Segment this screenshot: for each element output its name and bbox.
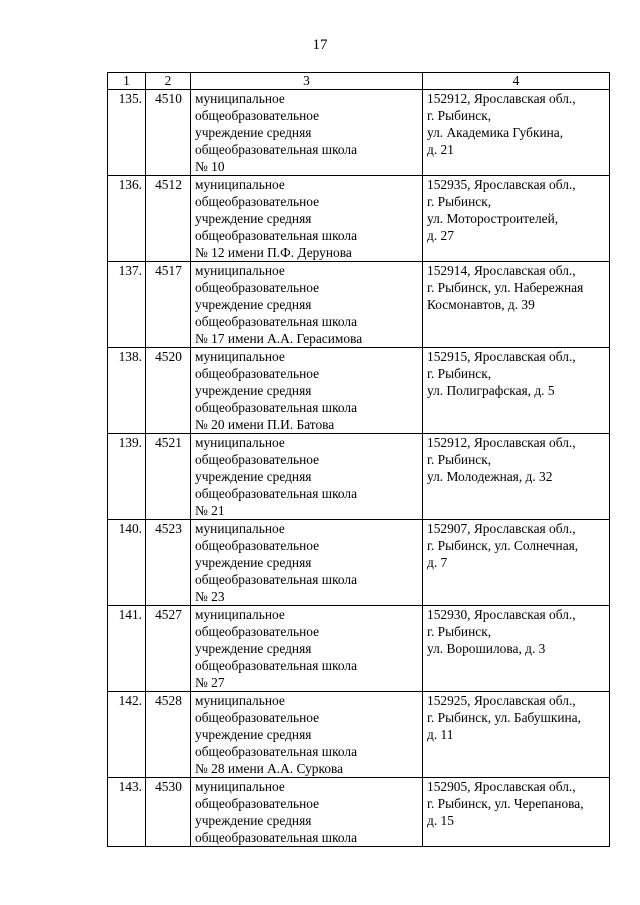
header-col-3: 3	[191, 73, 423, 90]
row-institution-name: муниципальное общеобразовательное учреждение средняя общеобразовательная школа № 23	[191, 520, 423, 606]
row-institution-name: муниципальное общеобразовательное учреждение средняя общеобразовательная школа № 21	[191, 434, 423, 520]
row-number: 141.	[108, 606, 146, 692]
row-code: 4530	[146, 778, 191, 847]
row-address: 152914, Ярославская обл., г. Рыбинск, ул. Набережная Космонавтов, д. 39	[423, 262, 610, 348]
row-address: 152912, Ярославская обл., г. Рыбинск, ул. Молодежная, д. 32	[423, 434, 610, 520]
table-row	[108, 262, 610, 348]
row-address: 152915, Ярославская обл., г. Рыбинск, ул. Полиграфская, д. 5	[423, 348, 610, 434]
row-code: 4523	[146, 520, 191, 606]
row-code: 4527	[146, 606, 191, 692]
row-institution-name: муниципальное общеобразовательное учреждение средняя общеобразовательная школа № 28 имени А.А. Суркова	[191, 692, 423, 778]
row-number: 135.	[108, 90, 146, 176]
schools-table	[107, 72, 610, 847]
table-row	[108, 692, 610, 778]
row-number: 137.	[108, 262, 146, 348]
table-row	[108, 606, 610, 692]
header-row	[108, 73, 610, 90]
row-institution-name: муниципальное общеобразовательное учреждение средняя общеобразовательная школа № 27	[191, 606, 423, 692]
row-institution-name: муниципальное общеобразовательное учреждение средняя общеобразовательная школа № 10	[191, 90, 423, 176]
row-code: 4521	[146, 434, 191, 520]
row-number: 140.	[108, 520, 146, 606]
row-address: 152930, Ярославская обл., г. Рыбинск, ул. Ворошилова, д. 3	[423, 606, 610, 692]
table-row	[108, 176, 610, 262]
header-col-1: 1	[108, 73, 146, 90]
row-code: 4520	[146, 348, 191, 434]
row-number: 142.	[108, 692, 146, 778]
row-institution-name: муниципальное общеобразовательное учреждение средняя общеобразовательная школа	[191, 778, 423, 847]
row-institution-name: муниципальное общеобразовательное учреждение средняя общеобразовательная школа № 20 имени П.И. Батова	[191, 348, 423, 434]
row-institution-name: муниципальное общеобразовательное учреждение средняя общеобразовательная школа № 17 имени А.А. Герасимова	[191, 262, 423, 348]
row-address: 152905, Ярославская обл., г. Рыбинск, ул. Черепанова, д. 15	[423, 778, 610, 847]
row-code: 4510	[146, 90, 191, 176]
header-col-4: 4	[423, 73, 610, 90]
table-row	[108, 434, 610, 520]
row-number: 143.	[108, 778, 146, 847]
table-row	[108, 520, 610, 606]
row-number: 138.	[108, 348, 146, 434]
row-address: 152907, Ярославская обл., г. Рыбинск, ул. Солнечная, д. 7	[423, 520, 610, 606]
row-number: 139.	[108, 434, 146, 520]
row-address: 152912, Ярославская обл., г. Рыбинск, ул. Академика Губкина, д. 21	[423, 90, 610, 176]
table-row	[108, 90, 610, 176]
row-institution-name: муниципальное общеобразовательное учреждение средняя общеобразовательная школа № 12 имени П.Ф. Дерунова	[191, 176, 423, 262]
row-code: 4517	[146, 262, 191, 348]
row-code: 4512	[146, 176, 191, 262]
page-number: 17	[312, 37, 328, 53]
header-col-2: 2	[146, 73, 191, 90]
table-row	[108, 348, 610, 434]
row-number: 136.	[108, 176, 146, 262]
row-code: 4528	[146, 692, 191, 778]
table-row	[108, 778, 610, 847]
row-address: 152925, Ярославская обл., г. Рыбинск, ул. Бабушкина, д. 11	[423, 692, 610, 778]
row-address: 152935, Ярославская обл., г. Рыбинск, ул. Моторостроителей, д. 27	[423, 176, 610, 262]
